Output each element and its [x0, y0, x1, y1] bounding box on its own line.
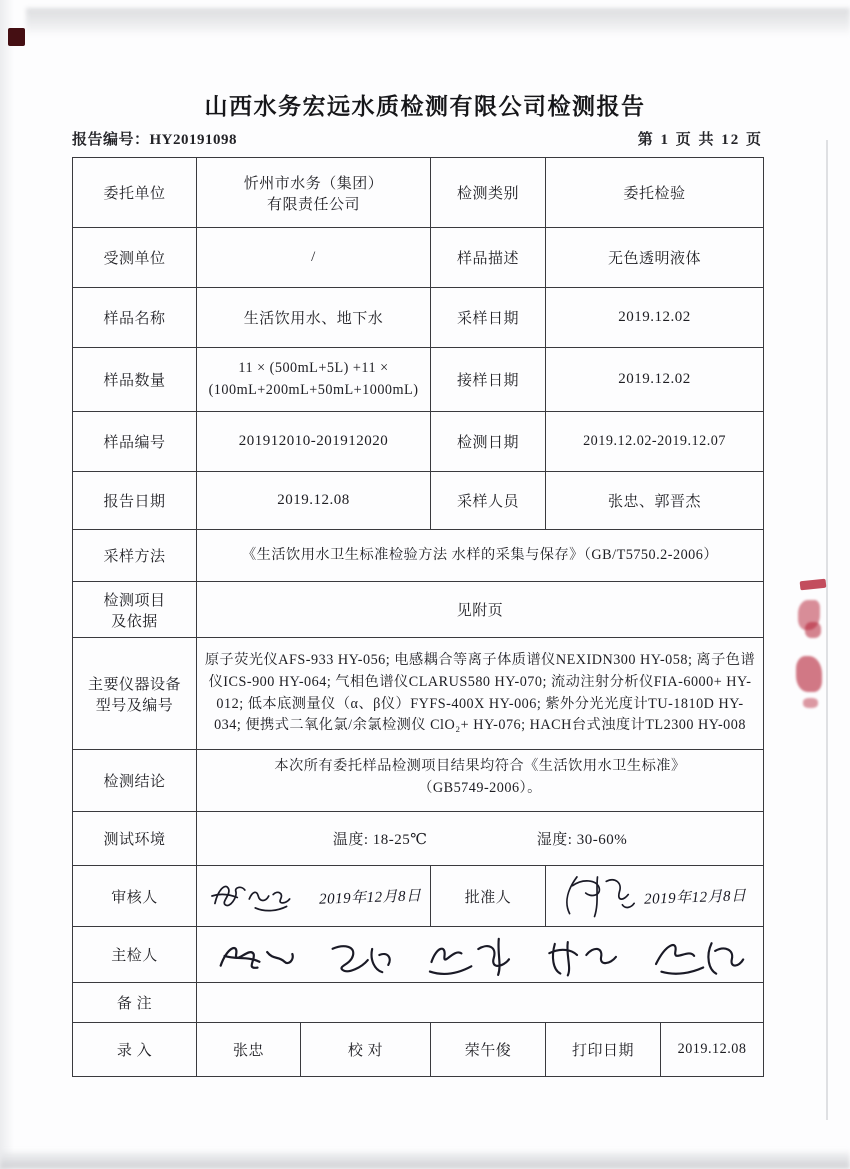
conclusion-value: 本次所有委托样品检测项目结果均符合《生活饮用水卫生标准》 （GB5749-2006）。 [197, 750, 764, 812]
red-seal-fragment [791, 574, 833, 742]
scan-shadow-bottom [0, 1149, 850, 1169]
items-basis-label: 检测项目 及依据 [73, 582, 197, 638]
report-date-value: 2019.12.08 [197, 472, 431, 530]
samplers-value: 张忠、郭晋杰 [546, 472, 764, 530]
proofread-by-value: 荣午俊 [431, 1023, 546, 1077]
proofread-label: 校 对 [301, 1023, 431, 1077]
environment-value [197, 812, 764, 866]
scan-shadow-left [0, 0, 14, 1169]
entry-label: 录 入 [73, 1023, 197, 1077]
sample-name-label: 样品名称 [73, 288, 197, 348]
approver-label: 批准人 [431, 866, 546, 927]
row-instruments [73, 638, 764, 750]
remark-label: 备 注 [73, 983, 197, 1023]
samplers-label: 采样人员 [431, 472, 546, 530]
environment-label: 测试环境 [73, 812, 197, 866]
page-title: 山西水务宏远水质检测有限公司检测报告 [204, 94, 646, 119]
row-items-basis [73, 582, 764, 638]
tested-unit-value: / [197, 228, 431, 288]
sample-desc-value: 无色透明液体 [546, 228, 764, 288]
sample-qty-value: 11 × (500mL+5L) +11 × (100mL+200mL+50mL+1000mL) [197, 348, 431, 412]
humidity-value: 湿度: 30-60% [536, 832, 628, 848]
row-reviewer [73, 866, 764, 927]
receive-date-label: 接样日期 [431, 348, 546, 412]
test-category-label: 检测类别 [431, 158, 546, 228]
reviewer-cell [197, 866, 431, 927]
report-meta [72, 128, 763, 150]
print-date-label: 打印日期 [546, 1023, 661, 1077]
row-client [73, 158, 764, 228]
row-sample-qty [73, 348, 764, 412]
remark-value [197, 983, 764, 1023]
page-indicator: 第 1 页 共 12 页 [637, 132, 763, 148]
reviewer-label: 审核人 [73, 866, 197, 927]
examiner-signature-5 [644, 928, 750, 982]
sample-desc-label: 样品描述 [431, 228, 546, 288]
entry-by-value: 张忠 [197, 1023, 301, 1077]
conclusion-label: 检测结论 [73, 750, 197, 812]
examiner-signature-3 [417, 929, 523, 981]
row-tested-unit [73, 228, 764, 288]
approver-cell [546, 866, 764, 927]
sampling-method-label: 采样方法 [73, 530, 197, 582]
sampling-date-label: 采样日期 [431, 288, 546, 348]
row-sample-name [73, 288, 764, 348]
sample-no-label: 样品编号 [73, 412, 197, 472]
instruments-label: 主要仪器设备 型号及编号 [73, 638, 197, 750]
sampling-method-value: 《生活饮用水卫生标准检验方法 水样的采集与保存》（GB/T5750.2-2006） [197, 530, 764, 582]
client-label: 委托单位 [73, 158, 197, 228]
temperature-value: 温度: 18-25℃ [332, 832, 428, 848]
row-conclusion [73, 750, 764, 812]
print-date-value: 2019.12.08 [661, 1023, 764, 1077]
row-entry [73, 1023, 764, 1077]
sample-name-value: 生活饮用水、地下水 [197, 288, 431, 348]
sample-qty-label: 样品数量 [73, 348, 197, 412]
examiner-signatures-cell [197, 927, 764, 983]
tested-unit-label: 受测单位 [73, 228, 197, 288]
row-sampling-method [73, 530, 764, 582]
row-remark [73, 983, 764, 1023]
client-value: 忻州市水务（集团） 有限责任公司 [197, 158, 431, 228]
scan-mark [8, 28, 25, 46]
examiner-label: 主检人 [73, 927, 197, 983]
test-date-value: 2019.12.02-2019.12.07 [546, 412, 764, 472]
test-category-value: 委托检验 [546, 158, 764, 228]
scan-shadow-top [26, 8, 850, 36]
test-date-label: 检测日期 [431, 412, 546, 472]
items-basis-value: 见附页 [197, 582, 764, 638]
sample-no-value: 201912010-201912020 [197, 412, 431, 472]
examiner-signature-2 [319, 929, 401, 979]
approver-signature [552, 868, 640, 924]
examiner-signature-1 [211, 932, 303, 978]
instruments-value: 原子荧光仪AFS-933 HY-056; 电感耦合等离子体质谱仪NEXIDN300 HY-058; 离子色谱仪ICS-900 HY-064; 气相色谱仪CLARUS580 HY-070; 流动注射分析仪FIA-6000+ HY-012; 低本底测量仪（α、β仪）FYFS-400X HY-006; 紫外分光光度计TU-1810D HY-034; 便携式二氧化氯/余氯检测仪 ClO₂+ HY-076; HACH台式浊度计TL2300 HY-008 [197, 638, 764, 750]
row-environment [73, 812, 764, 866]
reviewer-signature [203, 871, 315, 921]
report-table [72, 157, 764, 1077]
report-date-label: 报告日期 [73, 472, 197, 530]
row-examiner [73, 927, 764, 983]
row-report-date [73, 472, 764, 530]
receive-date-value: 2019.12.02 [546, 348, 764, 412]
sampling-date-value: 2019.12.02 [546, 288, 764, 348]
examiner-signature-4 [540, 931, 628, 979]
report-number: 报告编号：HY20191098 [72, 132, 238, 148]
row-sample-no [73, 412, 764, 472]
approver-date: 2019年12月8日 [643, 887, 747, 908]
reviewer-date: 2019年12月8日 [318, 887, 422, 908]
